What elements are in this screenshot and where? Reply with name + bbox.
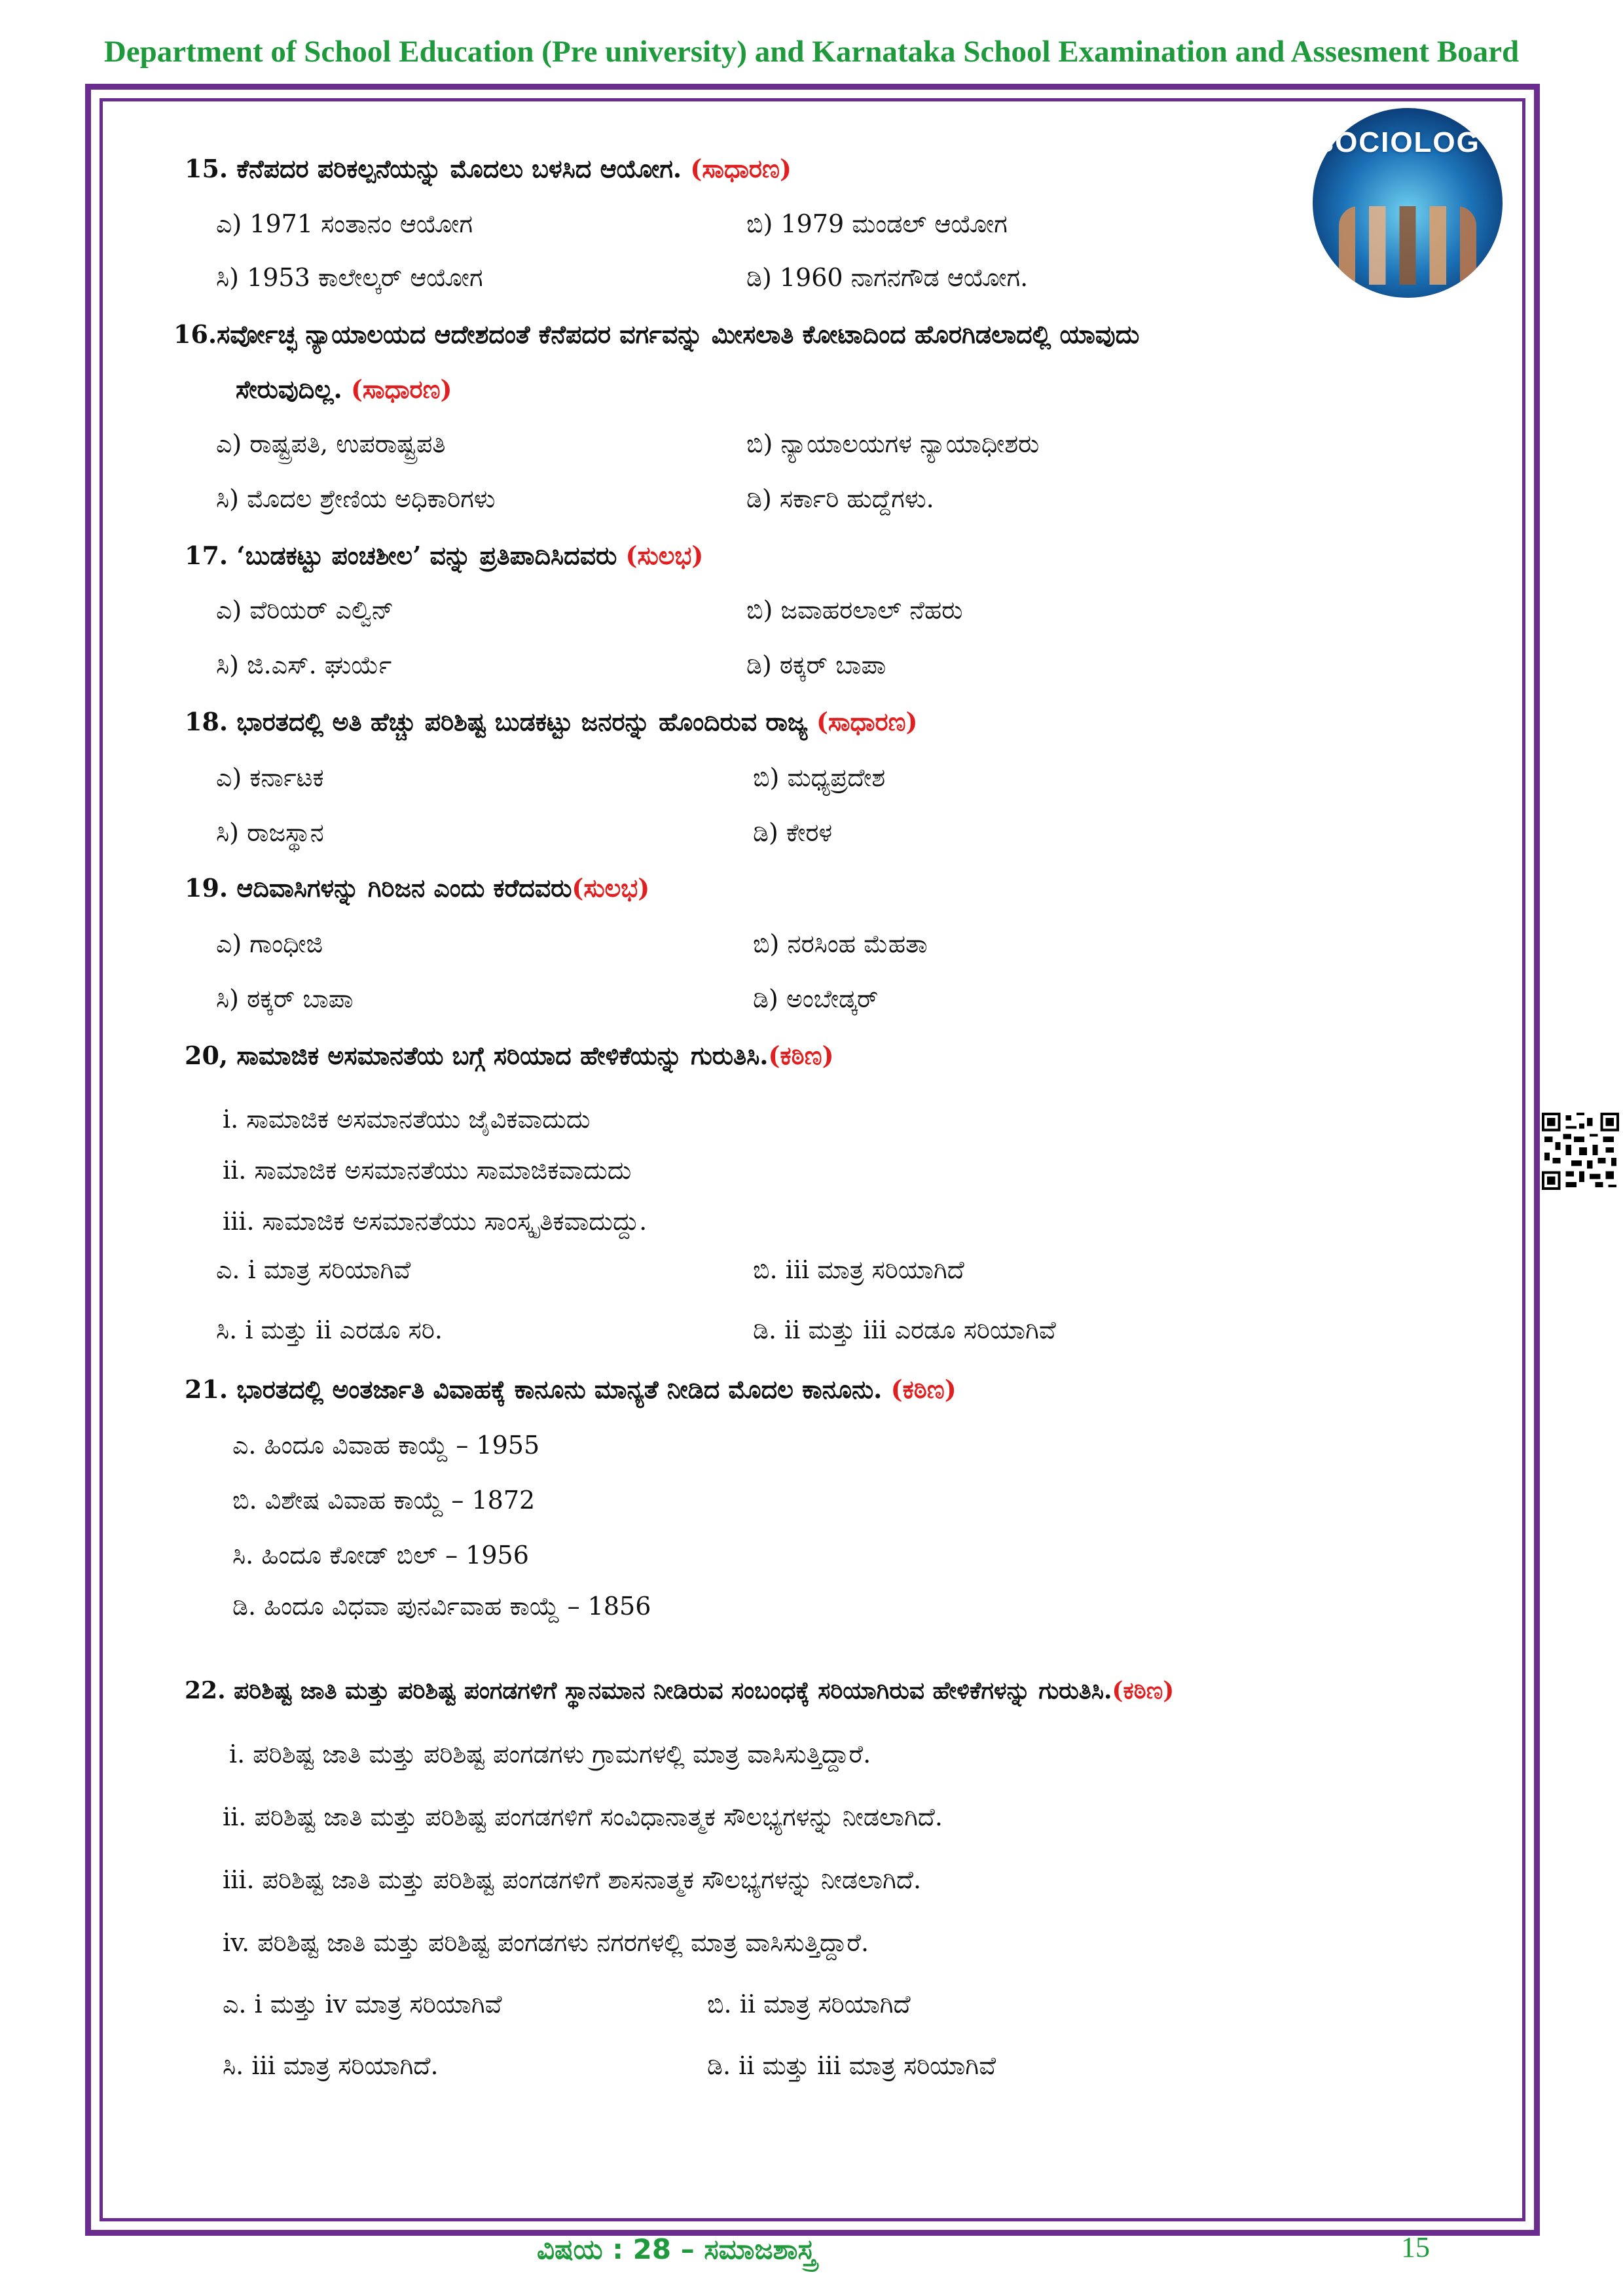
option-d: ಡಿ. ii ಮತ್ತು iii ಎರಡೂ ಸರಿಯಾಗಿವೆ xyxy=(753,1316,1056,1344)
option-a: ಎ) ವೆರಿಯರ್ ಎಲ್ವಿನ್ xyxy=(216,596,394,624)
statement-ii: ii. ಪರಿಶಿಷ್ಟ ಜಾತಿ ಮತ್ತು ಪರಿಶಿಷ್ಟ ಪಂಗಡಗಳಿಗೆ ಸಂವಿಧಾನಾತ್ಮಕ ಸೌಲಭ್ಯಗಳನ್ನು ನೀಡಲಾಗಿದೆ. xyxy=(223,1803,943,1831)
question-22 xyxy=(185,1677,1174,1705)
qr-code-icon[interactable] xyxy=(1542,1113,1619,1190)
question-18-text: 18. ಭಾರತದಲ್ಲಿ ಅತಿ ಹೆಚ್ಚು ಪರಿಶಿಷ್ಟ ಬುಡಕಟ್ಟು ಜನರನ್ನು ಹೊಂದಿರುವ ರಾಜ್ಯ xyxy=(185,707,816,736)
question-19 xyxy=(185,873,649,903)
difficulty-tag: (ಕಠಿಣ) xyxy=(768,1041,834,1070)
statement-iv: iv. ಪರಿಶಿಷ್ಟ ಜಾತಿ ಮತ್ತು ಪರಿಶಿಷ್ಟ ಪಂಗಡಗಳು ನಗರಗಳಲ್ಲಿ ಮಾತ್ರ ವಾಸಿಸುತ್ತಿದ್ದಾರೆ. xyxy=(223,1928,869,1957)
option-d: ಡಿ. ಹಿಂದೂ ವಿಧವಾ ಪುನರ್ವಿವಾಹ ಕಾಯ್ದೆ – 1856 xyxy=(232,1592,651,1621)
option-a: ಎ) 1971 ಸಂತಾನಂ ಆಯೋಗ xyxy=(216,209,473,238)
question-17-text: 17. ‘ಬುಡಕಟ್ಟು ಪಂಚಶೀಲ’ ವನ್ನು ಪ್ರತಿಪಾದಿಸಿದವರು xyxy=(185,541,626,570)
question-16: 16.ಸರ್ವೋಚ್ಛ ನ್ಯಾಯಾಲಯದ ಆದೇಶದಂತೆ ಕೆನೆಪದರ ವರ್ಗವನ್ನು ಮೀಸಲಾತಿ ಕೋಟಾದಿಂದ ಹೊರಗಿಡಲಾದಲ್ಲಿ ಯಾವುದು xyxy=(173,319,1140,349)
question-15-text: 15. ಕೆನೆಪದರ ಪರಿಕಲ್ಪನೆಯನ್ನು ಮೊದಲು ಬಳಸಿದ ಆಯೋಗ. xyxy=(185,154,691,183)
question-16-cont xyxy=(236,374,452,404)
question-20 xyxy=(185,1041,834,1071)
option-d: ಡಿ) ಸರ್ಕಾರಿ ಹುದ್ದೆಗಳು. xyxy=(746,484,934,513)
statement-i: i. ಸಾಮಾಜಿಕ ಅಸಮಾನತೆಯು ಜೈವಿಕವಾದುದು xyxy=(223,1105,591,1134)
raised-hands-image xyxy=(1339,206,1476,285)
page-footer-subject: ವಿಷಯ : 28 – ಸಮಾಜಶಾಸ್ತ್ರ xyxy=(537,2233,816,2265)
question-17 xyxy=(185,541,703,571)
question-22-text: 22. ಪರಿಶಿಷ್ಟ ಜಾತಿ ಮತ್ತು ಪರಿಶಿಷ್ಟ ಪಂಗಡಗಳಿಗೆ ಸ್ಥಾನಮಾನ ನೀಡಿರುವ ಸಂಬಂಧಕ್ಕೆ ಸರಿಯಾಗಿರುವ ಹೇಳಿಕೆಗಳನ್ನು ಗುರುತಿಸಿ. xyxy=(185,1677,1112,1704)
option-b: ಬಿ. ವಿಶೇಷ ವಿವಾಹ ಕಾಯ್ದೆ – 1872 xyxy=(232,1486,536,1515)
option-b: ಬಿ) ನರಸಿಂಹ ಮೆಹತಾ xyxy=(753,929,928,958)
difficulty-tag: (ಸಾಧಾರಣ) xyxy=(350,374,452,404)
option-c: ಸಿ. iii ಮಾತ್ರ ಸರಿಯಾಗಿದೆ. xyxy=(223,2051,439,2080)
question-16-text: ಸೇರುವುದಿಲ್ಲ. xyxy=(236,374,351,404)
option-b: ಬಿ) ನ್ಯಾಯಾಲಯಗಳ ನ್ಯಾಯಾಧೀಶರು xyxy=(746,429,1040,458)
question-19-text: 19. ಆದಿವಾಸಿಗಳನ್ನು ಗಿರಿಜನ ಎಂದು ಕರೆದವರು xyxy=(185,873,572,903)
option-a: ಎ. i ಮಾತ್ರ ಸರಿಯಾಗಿವೆ xyxy=(216,1255,411,1284)
question-15 xyxy=(185,154,792,184)
question-18 xyxy=(185,707,918,737)
sociology-logo xyxy=(1313,108,1503,298)
question-21 xyxy=(185,1374,957,1405)
option-c: ಸಿ) ಠಕ್ಕರ್ ಬಾಪಾ xyxy=(216,984,354,1013)
option-c: ಸಿ) ರಾಜಸ್ಥಾನ xyxy=(216,818,324,847)
difficulty-tag: (ಕಠಿಣ) xyxy=(1112,1677,1175,1704)
option-b: ಬಿ. ii ಮಾತ್ರ ಸರಿಯಾಗಿದೆ xyxy=(707,1990,911,2018)
option-a: ಎ) ರಾಷ್ಟ್ರಪತಿ, ಉಪರಾಷ್ಟ್ರಪತಿ xyxy=(216,429,446,458)
question-21-text: 21. ಭಾರತದಲ್ಲಿ ಅಂತರ್ಜಾತಿ ವಿವಾಹಕ್ಕೆ ಕಾನೂನು ಮಾನ್ಯತೆ ನೀಡಿದ ಮೊದಲ ಕಾನೂನು. xyxy=(185,1374,891,1404)
option-c: ಸಿ) ಮೊದಲ ಶ್ರೇಣಿಯ ಅಧಿಕಾರಿಗಳು xyxy=(216,484,496,513)
option-d: ಡಿ. ii ಮತ್ತು iii ಮಾತ್ರ ಸರಿಯಾಗಿವೆ xyxy=(707,2051,996,2080)
statement-i: i. ಪರಿಶಿಷ್ಟ ಜಾತಿ ಮತ್ತು ಪರಿಶಿಷ್ಟ ಪಂಗಡಗಳು ಗ್ರಾಮಗಳಲ್ಲಿ ಮಾತ್ರ ವಾಸಿಸುತ್ತಿದ್ದಾರೆ. xyxy=(229,1740,871,1768)
option-a: ಎ. i ಮತ್ತು iv ಮಾತ್ರ ಸರಿಯಾಗಿವೆ xyxy=(223,1990,502,2018)
statement-iii: iii. ಸಾಮಾಜಿಕ ಅಸಮಾನತೆಯು ಸಾಂಸ್ಕೃತಿಕವಾದುದ್ದು. xyxy=(223,1207,647,1236)
option-b: ಬಿ) ಮಧ್ಯಪ್ರದೇಶ xyxy=(753,763,886,792)
option-d: ಡಿ) ಅಂಬೇಡ್ಕರ್ xyxy=(753,984,879,1013)
difficulty-tag: (ಕಠಿಣ) xyxy=(890,1374,957,1404)
option-c: ಸಿ. ಹಿಂದೂ ಕೋಡ್ ಬಿಲ್ – 1956 xyxy=(232,1541,529,1570)
option-d: ಡಿ) ಕೇರಳ xyxy=(753,818,833,847)
difficulty-tag: (ಸುಲಭ) xyxy=(625,541,704,570)
option-d: ಡಿ) 1960 ನಾಗನಗೌಡ ಆಯೋಗ. xyxy=(746,263,1029,292)
option-c: ಸಿ. i ಮತ್ತು ii ಎರಡೂ ಸರಿ. xyxy=(216,1316,443,1344)
option-a: ಎ) ಗಾಂಧೀಜಿ xyxy=(216,929,323,958)
logo-text: SOCIOLOGY xyxy=(1314,126,1501,158)
difficulty-tag: (ಸಾಧಾರಣ) xyxy=(690,154,792,183)
difficulty-tag: (ಸಾಧಾರಣ) xyxy=(816,707,918,736)
page-number: 15 xyxy=(1401,2231,1430,2263)
option-b: ಬಿ) 1979 ಮಂಡಲ್ ಆಯೋಗ xyxy=(746,209,1008,238)
statement-ii: ii. ಸಾಮಾಜಿಕ ಅಸಮಾನತೆಯು ಸಾಮಾಜಿಕವಾದುದು xyxy=(223,1156,632,1185)
option-d: ಡಿ) ಠಕ್ಕರ್ ಬಾಪಾ xyxy=(746,651,886,679)
statement-iii: iii. ಪರಿಶಿಷ್ಟ ಜಾತಿ ಮತ್ತು ಪರಿಶಿಷ್ಟ ಪಂಗಡಗಳಿಗೆ ಶಾಸನಾತ್ಮಕ ಸೌಲಭ್ಯಗಳನ್ನು ನೀಡಲಾಗಿದೆ. xyxy=(223,1865,922,1894)
question-20-text: 20, ಸಾಮಾಜಿಕ ಅಸಮಾನತೆಯ ಬಗ್ಗೆ ಸರಿಯಾದ ಹೇಳಿಕೆಯನ್ನು ಗುರುತಿಸಿ. xyxy=(185,1041,769,1070)
option-a: ಎ) ಕರ್ನಾಟಕ xyxy=(216,763,324,792)
page-header: Department of School Education (Pre university) and Karnataka School Examination and Assesment Board xyxy=(103,35,1520,69)
option-b: ಬಿ. iii ಮಾತ್ರ ಸರಿಯಾಗಿದೆ xyxy=(753,1255,964,1284)
option-c: ಸಿ) ಜಿ.ಎಸ್. ಘುರ್ಯೆ xyxy=(216,651,392,679)
option-c: ಸಿ) 1953 ಕಾಲೇಲ್ಕರ್ ಆಯೋಗ xyxy=(216,263,483,292)
option-a: ಎ. ಹಿಂದೂ ವಿವಾಹ ಕಾಯ್ದೆ – 1955 xyxy=(232,1431,540,1460)
difficulty-tag: (ಸುಲಭ) xyxy=(572,873,650,903)
option-b: ಬಿ) ಜವಾಹರಲಾಲ್ ನೆಹರು xyxy=(746,596,963,624)
